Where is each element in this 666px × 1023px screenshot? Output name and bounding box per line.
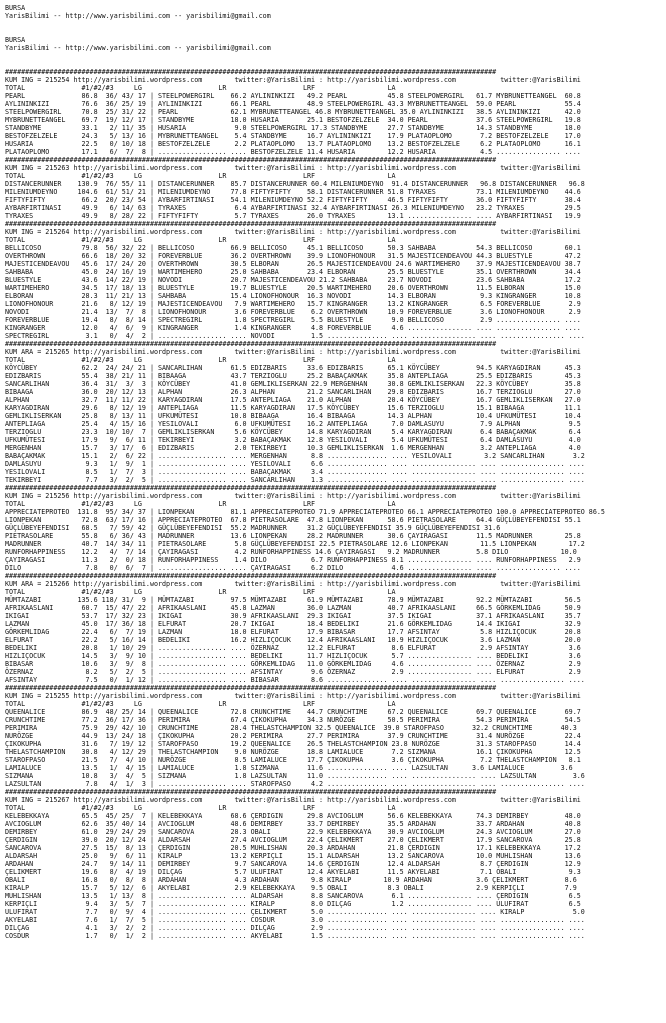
credit-line-repeat: YarisBilimi -- http://www.yarisbilimi.com -- yarisbilimi@gmail.com	[5, 44, 271, 52]
spacer	[5, 52, 666, 68]
race-table-215266: KUM ARA = 215266 http://yarisbilimi.wordpress.com twitter:@YarisBilimi : http://yarisbilimi.wordpress.com twitter:@YarisBilimi TOTAL #1/#2/#3 LG LR LRF LA MÜMTAZABI 135.6 118/ 31/ 9 | MÜMTAZABI 97.5 MÜMTAZABI 61.9 MÜMTAZABI 78.9 MÜMTAZABI 92.2 MÜMTAZABI 56.5 AFRIKAASLANI 60.7 15/ 47/ 22 | AFRIKAASLANI 45.8 LAZMAN 36.0 LAZMAN 40.7 AFRIKAASLANI 66.5 GÖRKEMLIDAG 50.9 IKIGAI 53.7 17/ 32/ 23 | IKIGAI 30.9 AFRIKAASLANI 29.3 IKIGAI 37.5 IKIGAI 37.1 AFRIKAASLANI 35.7 LAZMAN 45.0 17/ 36/ 18 | ELFURAT 20.7 IKIGAI 18.4 BEDELIKI 21.6 GÖRKEMLIDAG 14.4 IKIGAI 32.9 GÖRKEMLIDAG 22.4 6/ 7/ 19 | LAZMAN 18.0 ELFURAT 17.9 BIBASAR 17.7 AFSINTAY 5.8 HIZLIÇOCUK 20.8 ELFURAT 22.2 5/ 16/ 14 | BEDELIKI 16.2 HIZLIÇOCUK 12.4 AFRIKAASLANI 10.9 HIZLIÇOCUK 3.6 LAZMAN 20.0 BEDELIKI 20.8 1/ 10/ 29 | ................. .... ÖZERNAZ 12.2 ELFURAT 8.6 ELFURAT 2.9 AFSINTAY 3.6 HIZLIÇOCUK 14.5 3/ 9/ 10 | ................. .... BEDELIKI 11.7 HIZLIÇOCUK 5.7 ................ .... BEDELIKI 3.6 BIBASAR 10.6 3/ 9/ 8 | ................. .... GÖRKEMLIDAG 11.0 GÖRKEMLIDAG 4.6 ................ .... ÖZERNAZ 2.9 ÖZERNAZ 8.2 5/ 2/ 5 | ................. .... AFSINTAY 9.6 ÖZERNAZ 2.9 ................ .... ELFURAT 2.9 AFSINTAY 7.5 0/ 1/ 12 | ................. .... BIBASAR 8.6 ............... .... ................ .... ................ .... ##########################################################################################################################	[5, 580, 585, 692]
spacer	[5, 20, 666, 36]
race-table-215254: ########################################################################################################################## KUM ING = 215254 http://yarisbilimi.wordpress.com twitter:@YarisBilimi : http://yarisbilimi.wordpress.com twitter:@YarisBilimi TOTAL #1/#2/#3 LG LR LRF LA PEARL 86.8 36/ 43/ 17 | STEELPOWERGIRL 66.2 AYLININKIZI 49.2 PEARL 45.8 STEELPOWERGIRL 61.7 MYBRUNETTEANGEL 60.8 AYLININKIZI 76.6 36/ 25/ 19 | AYLININKIZI 66.1 PEARL 48.9 STEELPOWERGIRL 43.3 MYBRUNETTEANGEL 59.0 PEARL 55.4 STEELPOWERGIRL 70.8 25/ 31/ 22 | PEARL 62.1 MYBRUNETTEANGEL 46.8 MYBRUNETTEANGEL 35.0 AYLININKIZI 38.5 AYLININKIZI 42.0 MYBRUNETTEANGEL 69.7 19/ 12/ 17 | STANDBYME 18.0 HUSARIA 25.1 BESTOFZELZELE 34.0 PEARL 37.6 STEELPOWERGIRL 19.8 STANDBYME 33.1 2/ 11/ 35 | HUSARIA 9.0 STEELPOWERGIRL 17.3 STANDBYME 27.7 STANDBYME 14.3 STANDBYME 18.0 BESTOFZELZELE 24.3 5/ 13/ 16 | MYBRUNETTEANGEL 5.4 STANDBYME 16.7 AYLININKIZI 17.9 PLATAOPLOMO 7.2 BESTOFZELZELE 17.0 HUSARIA 22.5 0/ 10/ 18 | BESTOFZELZELE 2.2 PLATAOPLOMO 13.7 PLATAOPLOMO 13.2 BESTOFZELZELE 6.2 PLATAOPLOMO 16.1 PLATAOPLOMO 17.1 6/ 7/ 8 | ................. .... BESTOFZELZELE 11.4 HUSARIA 12.2 HUSARIA 4.5 ................ .... ##########################################################################################################################	[5, 68, 581, 164]
race-table-215256: KUM ING = 215256 http://yarisbilimi.wordpress.com twitter:@YarisBilimi : http://yarisbilimi.wordpress.com twitter:@YarisBilimi TOTAL #1/#2/#3 LG LR LRF LA APPRECIATEPROTEO 131.8 95/ 34/ 37 | LIONPEKAN 81.1 APPRECIATEPROTEO 71.9 APPRECIATEPROTEO 66.1 APPRECIATEPROTEO 100.0 APPRECIATEPROTEO 86.5 LIONPEKAN 72.8 63/ 17/ 16 | APPRECIATEPROTEO 67.8 PIETRASOLARE 47.8 LIONPEKAN 58.6 PIETRASOLARE 64.4 GÜÇLÜBEYEFENDISI 55.1 GÜÇLÜBEYEFENDISI 68.5 7/ 59/ 42 | GÜÇLÜBEYEFENDISI 55.2 MADRUNNER 31.2 GÜÇLÜBEYEFENDISI 35.9 GÜÇLÜBEYEFENDISI 31.6 PIETRASOLARE 55.8 6/ 36/ 43 | MADRUNNER 13.6 LIONPEKAN 28.2 MADRUNNER 30.6 ÇAYIRAGASI 11.5 MADRUNNER 25.8 MADRUNNER 40.7 14/ 34/ 11 | PIETRASOLARE 5.8 GÜÇLÜBEYEFENDISI 22.5 PIETRASOLARE 12.6 LIONPEKAN 11.5 LIONPEKAN 17.2 RUNFORHAPPINESS 12.2 4/ 7/ 14 | ÇAYIRAGASI 4.2 RUNFORHAPPINESS 14.6 ÇAYIRAGASI 9.2 MADRUNNER 5.8 DILO 10.0 ÇAYIRAGASI 11.3 2/ 0/ 18 | RUNFORHAPPINESS 1.4 DILO 6.7 RUNFORHAPPINESS 8.1 ................ .... RUNFORHAPPINESS 2.9 DILO 7.8 0/ 6/ 7 | ................. .... ÇAYIRAGASI 6.2 DILO 4.6 ................ .... ................ .... ##########################################################################################################################	[5, 492, 605, 580]
race-table-215267: KUM ING = 215267 http://yarisbilimi.wordpress.com twitter:@YarisBilimi : http://yarisbilimi.wordpress.com twitter:@YarisBilimi TOTAL #1/#2/#3 LG LR LRF LA KELEBEKKAYA 65.5 45/ 25/ 7 | KELEBEKKAYA 68.6 ÇERDIGIN 29.8 AVCIOGLUM 56.6 KELEBEKKAYA 74.3 DEMIRBEY 48.0 AVCIOGLUM 62.6 35/ 40/ 14 | AVCIOGLUM 48.6 DEMIRBEY 33.7 DEMIRBEY 35.5 ARDAHAN 33.7 ARDAHAN 40.8 DEMIRBEY 61.0 29/ 24/ 29 | SANCAROVA 28.3 OBALI 22.9 KELEBEKKAYA 30.9 AVCIOGLUM 24.3 AVCIOGLUM 27.0 ÇERDIGIN 39.0 20/ 12/ 24 | ALDARSAH 27.4 AVCIOGLUM 22.4 ÇELIKMERT 27.0 ÇELIKMERT 17.9 SANCAROVA 25.8 SANCAROVA 27.5 15/ 8/ 13 | ÇERDIGIN 20.5 MUHLISHAN 20.3 ARDAHAN 21.8 ÇERDIGIN 17.1 KELEBEKKAYA 17.2 ALDARSAH 25.0 9/ 6/ 11 | KIRALP 13.2 KERPIÇLI 15.1 ALDARSAH 13.2 SANCAROVA 10.0 MUHLISHAN 13.6 ARDAHAN 24.7 9/ 14/ 11 | DEMIRBEY 9.7 SANCAROVA 14.6 ÇERDIGIN 12.4 ALDARSAH 8.7 ÇERDIGIN 12.9 ÇELIKMERT 19.6 8/ 4/ 19 | DILÇAG 5.7 ULUFIRAT 12.4 AKYELABI 11.5 AKYELABI 7.1 OBALI 9.3 OBALI 16.8 0/ 8/ 8 | ARDAHAN 4.3 ARDAHAN 9.8 KIRALP 10.9 ARDAHAN 3.6 ÇELIKMERT 8.6 KIRALP 15.7 5/ 12/ 6 | AKYELABI 2.9 KELEBEKKAYA 9.5 OBALI 8.3 OBALI 2.9 KERPIÇLI 7.9 MUHLISHAN 13.5 1/ 13/ 8 | ................. .... ALDARSAH 8.8 SANCAROVA 6.1 ................ .... ÇERDIGIN 6.5 KERPIÇLI 9.4 3/ 5/ 7 | ................. .... KIRALP 8.0 DILÇAG 1.2 ................ .... ULUFIRAT 6.5 ULUFIRAT 7.7 0/ 9/ 4 | ................. .... ÇELIKMERT 5.0 ............... .... ................ .... KIRALP 5.0 AKYELABI 7.6 1/ 7/ 5 | ................. .... COSDUR 3.0 ............... .... ................ .... ................ .... DILÇAG 4.1 3/ 2/ 2 | ................. .... DILÇAG 2.9 ............... .... ................ .... ................ .... COSDUR 1.7 0/ 1/ 2 | ................. .... AKYELABI 1.5 ............... .... ................ .... ................ ....	[5, 796, 585, 940]
document-title: BURSA	[5, 4, 26, 12]
race-table-215255: KUM ING = 215255 http://yarisbilimi.wordpress.com twitter:@YarisBilimi : http://yarisbilimi.wordpress.com twitter:@YarisBilimi TOTAL #1/#2/#3 LG LR LRF LA QUEENALICE 86.9 48/ 25/ 14 | QUEENALICE 72.8 CRUNCHTIME 44.7 CRUNCHTIME 67.2 QUEENALICE 69.7 QUEENALICE 69.7 CRUNCHTIME 77.2 36/ 17/ 36 | PERIMIRA 67.4 ÇIKOKUPHA 34.3 NURÖZGE 50.5 PERIMIRA 54.3 PERIMIRA 54.5 PERIMIRA 75.9 29/ 42/ 10 | CRUNCHTIME 28.4 THELASTCHAMPION 32.5 QUEENALICE 39.0 STAROFPASO 32.2 CRUNCHTIME 40.3 NURÖZGE 44.9 13/ 24/ 18 | ÇIKOKUPHA 20.2 PERIMIRA 27.7 PERIMIRA 37.9 CRUNCHTIME 31.4 NURÖZGE 22.4 ÇIKOKUPHA 31.6 7/ 19/ 12 | STAROFPASO 19.2 QUEENALICE 26.5 THELASTCHAMPION 23.8 NURÖZGE 31.3 STAROFPASO 14.4 THELASTCHAMPION 30.8 4/ 12/ 29 | THELASTCHAMPION 9.0 NURÖZGE 18.8 LAMIALUCE 7.2 SIZMANA 16.1 ÇIKOKUPHA 12.5 STAROFPASO 21.5 7/ 4/ 10 | NURÖZGE 8.5 LAMIALUCE 17.7 ÇIKOKUPHA 3.6 ÇIKOKUPHA 7.2 THELASTCHAMPION 8.1 LAMIALUCE 13.5 1/ 4/ 15 | LAMIALUCE 1.8 SIZMANA 11.6 ............... .... LAZSULTAN 3.6 LAMIALUCE 3.6 SIZMANA 10.8 3/ 4/ 5 | SIZMANA 1.8 LAZSULTAN 11.0 ............... .... ................ .... LAZSULTAN 3.6 LAZSULTAN 7.8 4/ 1/ 3 | ................. .... STAROFPASO 4.2 ............... .... ................ .... ................ .... ##########################################################################################################################	[5, 692, 585, 796]
race-table-215265: KUM ARA = 215265 http://yarisbilimi.wordpress.com twitter:@YarisBilimi : http://yarisbilimi.wordpress.com twitter:@YarisBilimi TOTAL #1/#2/#3 LG LR LRF LA KÖYCÜBEY 62.2 24/ 24/ 21 | SANCARLIHAN 61.5 EDIZBARIS 33.6 EDIZBARIS 65.1 KÖYCÜBEY 94.5 KARYAGDIRAN 45.3 EDIZBARIS 55.4 38/ 21/ 11 | BIBAAGA 43.7 TERZIOGLU 25.2 BABAÇAKMAK 35.8 ANTEPLIAGA 25.5 EDIZBARIS 45.3 SANCARLIHAN 36.4 31/ 3/ 3 | KÖYCÜBEY 41.0 GEMLIKLISERKAN 22.9 MERGENHAN 30.8 GEMLIKLISERKAN 22.3 KÖYCÜBEY 35.8 BIBAAGA 36.0 20/ 12/ 13 | ALPHAN 26.3 ALPHAN 21.2 SANCARLIHAN 29.8 EDIZBARIS 16.7 TERZIOGLU 27.0 ALPHAN 32.7 11/ 11/ 22 | KARYAGDIRAN 17.5 ANTEPLIAGA 21.0 ALPHAN 20.4 KÖYCÜBEY 16.7 GEMLIKLISERKAN 27.0 KARYAGDIRAN 29.6 8/ 12/ 19 | ANTEPLIAGA 11.5 KARYAGDIRAN 17.5 KÖYCÜBEY 15.6 TERZIOGLU 15.1 BIBAAGA 11.1 GEMLIKLISERKAN 25.8 8/ 13/ 11 | UFKUMÜTESI 10.8 BIBAAGA 16.4 BIBAAGA 14.3 ALPHAN 10.4 UFKUMÜTESI 10.4 ANTEPLIAGA 25.4 4/ 15/ 16 | YESILOVALI 6.0 UFKUMÜTESI 16.2 ANTEPLIAGA 7.0 DAMLASUYU 7.9 ALPHAN 9.5 TERZIOGLU 23.3 10/ 10/ 7 | GEMLIKLISERKAN 5.6 KÖYCÜBEY 14.8 KARYAGDIRAN 5.4 KARYAGDIRAN 6.4 BABAÇAKMAK 6.4 UFKUMÜTESI 17.9 9/ 6/ 11 | TEKIRBEYI 3.2 BABAÇAKMAK 12.8 YESILOVALI 5.4 UFKUMÜTESI 6.4 DAMLASUYU 4.0 MERGENHAN 15.7 3/ 17/ 6 | EDIZBARIS 2.0 TEKIRBEYI 10.3 GEMLIKLISERKAN 1.6 MERGENHAN 3.2 ANTEPLIAGA 4.0 BABAÇAKMAK 15.1 2/ 6/ 22 | ................. .... MERGENHAN 8.8 ............... .... YESILOVALI 3.2 SANCARLIHAN 3.2 DAMLASUYU 9.3 1/ 9/ 1 | ................. .... YESILOVALI 6.6 ............... .... ................ .... ................ .... YESILOVALI 8.5 1/ 7/ 3 | ................. .... BABAÇAKMAK 3.4 ............... .... ................ .... ................ .... TEKIRBEYI 7.7 3/ 2/ 5 | ................. .... SANCARLIHAN 1.3 ............... .... ................ .... ................ .... ##########################################################################################################################	[5, 348, 585, 492]
race-table-215263: KUM ING = 215263 http://yarisbilimi.wordpress.com twitter:@YarisBilimi : http://yarisbilimi.wordpress.com twitter:@YarisBilimi TOTAL #1/#2/#3 LG LR LRF LA DISTANCERUNNER 130.9 76/ 55/ 11 | DISTANCERUNNER 85.7 DISTANCERUNNER 60.4 MILENIUMDEYNO 91.4 DISTANCERUNNER 96.8 DISTANCERUNNER 96.8 MILENIUMDEYNO 104.6 61/ 51/ 21 | MILENIUMDEYNO 77.8 FIFTYFIFTY 58.1 DISTANCERUNNER 51.8 TYRAXES 73.1 MILENIUMDEYNO 44.6 FIFTYFIFTY 66.2 20/ 23/ 54 | AYBARFIRTINASI 54.1 MILENIUMDEYNO 52.2 FIFTYFIFTY 46.5 FIFTYFIFTY 36.0 FIFTYFIFTY 38.4 AYBARFIRTINASI 49.9 6/ 14/ 63 | TYRAXES 6.4 AYBARFIRTINASI 32.4 AYBARFIRTINASI 26.3 MILENIUMDEYNO 23.2 TYRAXES 29.5 TYRAXES 49.9 8/ 28/ 22 | FIFTYFIFTY 5.7 TYRAXES 26.0 TYRAXES 13.1 ................ .... AYBARFIRTINASI 19.9 ##########################################################################################################################	[5, 164, 585, 228]
credit-line: YarisBilimi -- http://www.yarisbilimi.com -- yarisbilimi@gmail.com	[5, 12, 271, 20]
race-table-215264: KUM ING = 215264 http://yarisbilimi.wordpress.com twitter:@YarisBilimi : http://yarisbilimi.wordpress.com twitter:@YarisBilimi TOTAL #1/#2/#3 LG LR LRF LA BELLICOSO 79.8 56/ 32/ 22 | BELLICOSO 66.9 BELLICOSO 45.1 BELLICOSO 50.3 SAHBABA 54.3 BELLICOSO 60.1 OVERTHROWN 66.6 18/ 20/ 32 | FOREVERBLUE 36.2 OVERTHROWN 39.9 LIONOFHONOUR 31.5 MAJESTICENDEAVOU 44.3 BLUESTYLE 47.2 MAJESTICENDEAVOU 45.6 17/ 24/ 20 | OVERTHROWN 30.5 ELBORAN 26.5 MAJESTICENDEAVOU 24.6 WARTIMEHERO 37.9 MAJESTICENDEAVOU 38.7 SAHBABA 45.0 24/ 16/ 19 | WARTIMEHERO 25.0 SAHBABA 23.4 ELBORAN 25.5 BLUESTYLE 35.1 OVERTHROWN 34.4 BLUESTYLE 43.6 14/ 22/ 19 | NOVODI 20.7 MAJESTICENDEAVOU 21.2 SAHBABA 23.7 NOVODI 23.6 SAHBABA 17.2 WARTIMEHERO 34.5 17/ 18/ 13 | BLUESTYLE 19.7 BLUESTYLE 20.5 WARTIMEHERO 20.6 OVERTHROWN 11.5 ELBORAN 15.0 ELBORAN 28.3 11/ 21/ 13 | SAHBABA 15.4 LIONOFHONOUR 16.3 NOVODI 14.3 ELBORAN 9.3 KINGRANGER 10.8 LIONOFHONOUR 21.6 8/ 12/ 19 | MAJESTICENDEAVOU 7.9 WARTIMEHERO 15.7 KINGRANGER 13.2 KINGRANGER 6.5 FOREVERBLUE 2.9 NOVODI 21.4 13/ 7/ 8 | LIONOFHONOUR 3.6 FOREVERBLUE 6.2 OVERTHROWN 10.9 FOREVERBLUE 3.6 LIONOFHONOUR 2.9 FOREVERBLUE 19.4 8/ 8/ 14 | SPECTREGIRL 1.8 SPECTREGIRL 5.5 BLUESTYLE 9.0 BELLICOSO 2.9 ................ .... KINGRANGER 12.0 4/ 6/ 9 | KINGRANGER 1.4 KINGRANGER 4.8 FOREVERBLUE 4.6 ................ .... ................ .... SPECTREGIRL 3.1 0/ 4/ 2 | ................. .... NOVODI 1.5 ............... .... ................ .... ................ .... ##########################################################################################################################	[5, 228, 585, 348]
document-title-repeat: BURSA	[5, 36, 26, 44]
